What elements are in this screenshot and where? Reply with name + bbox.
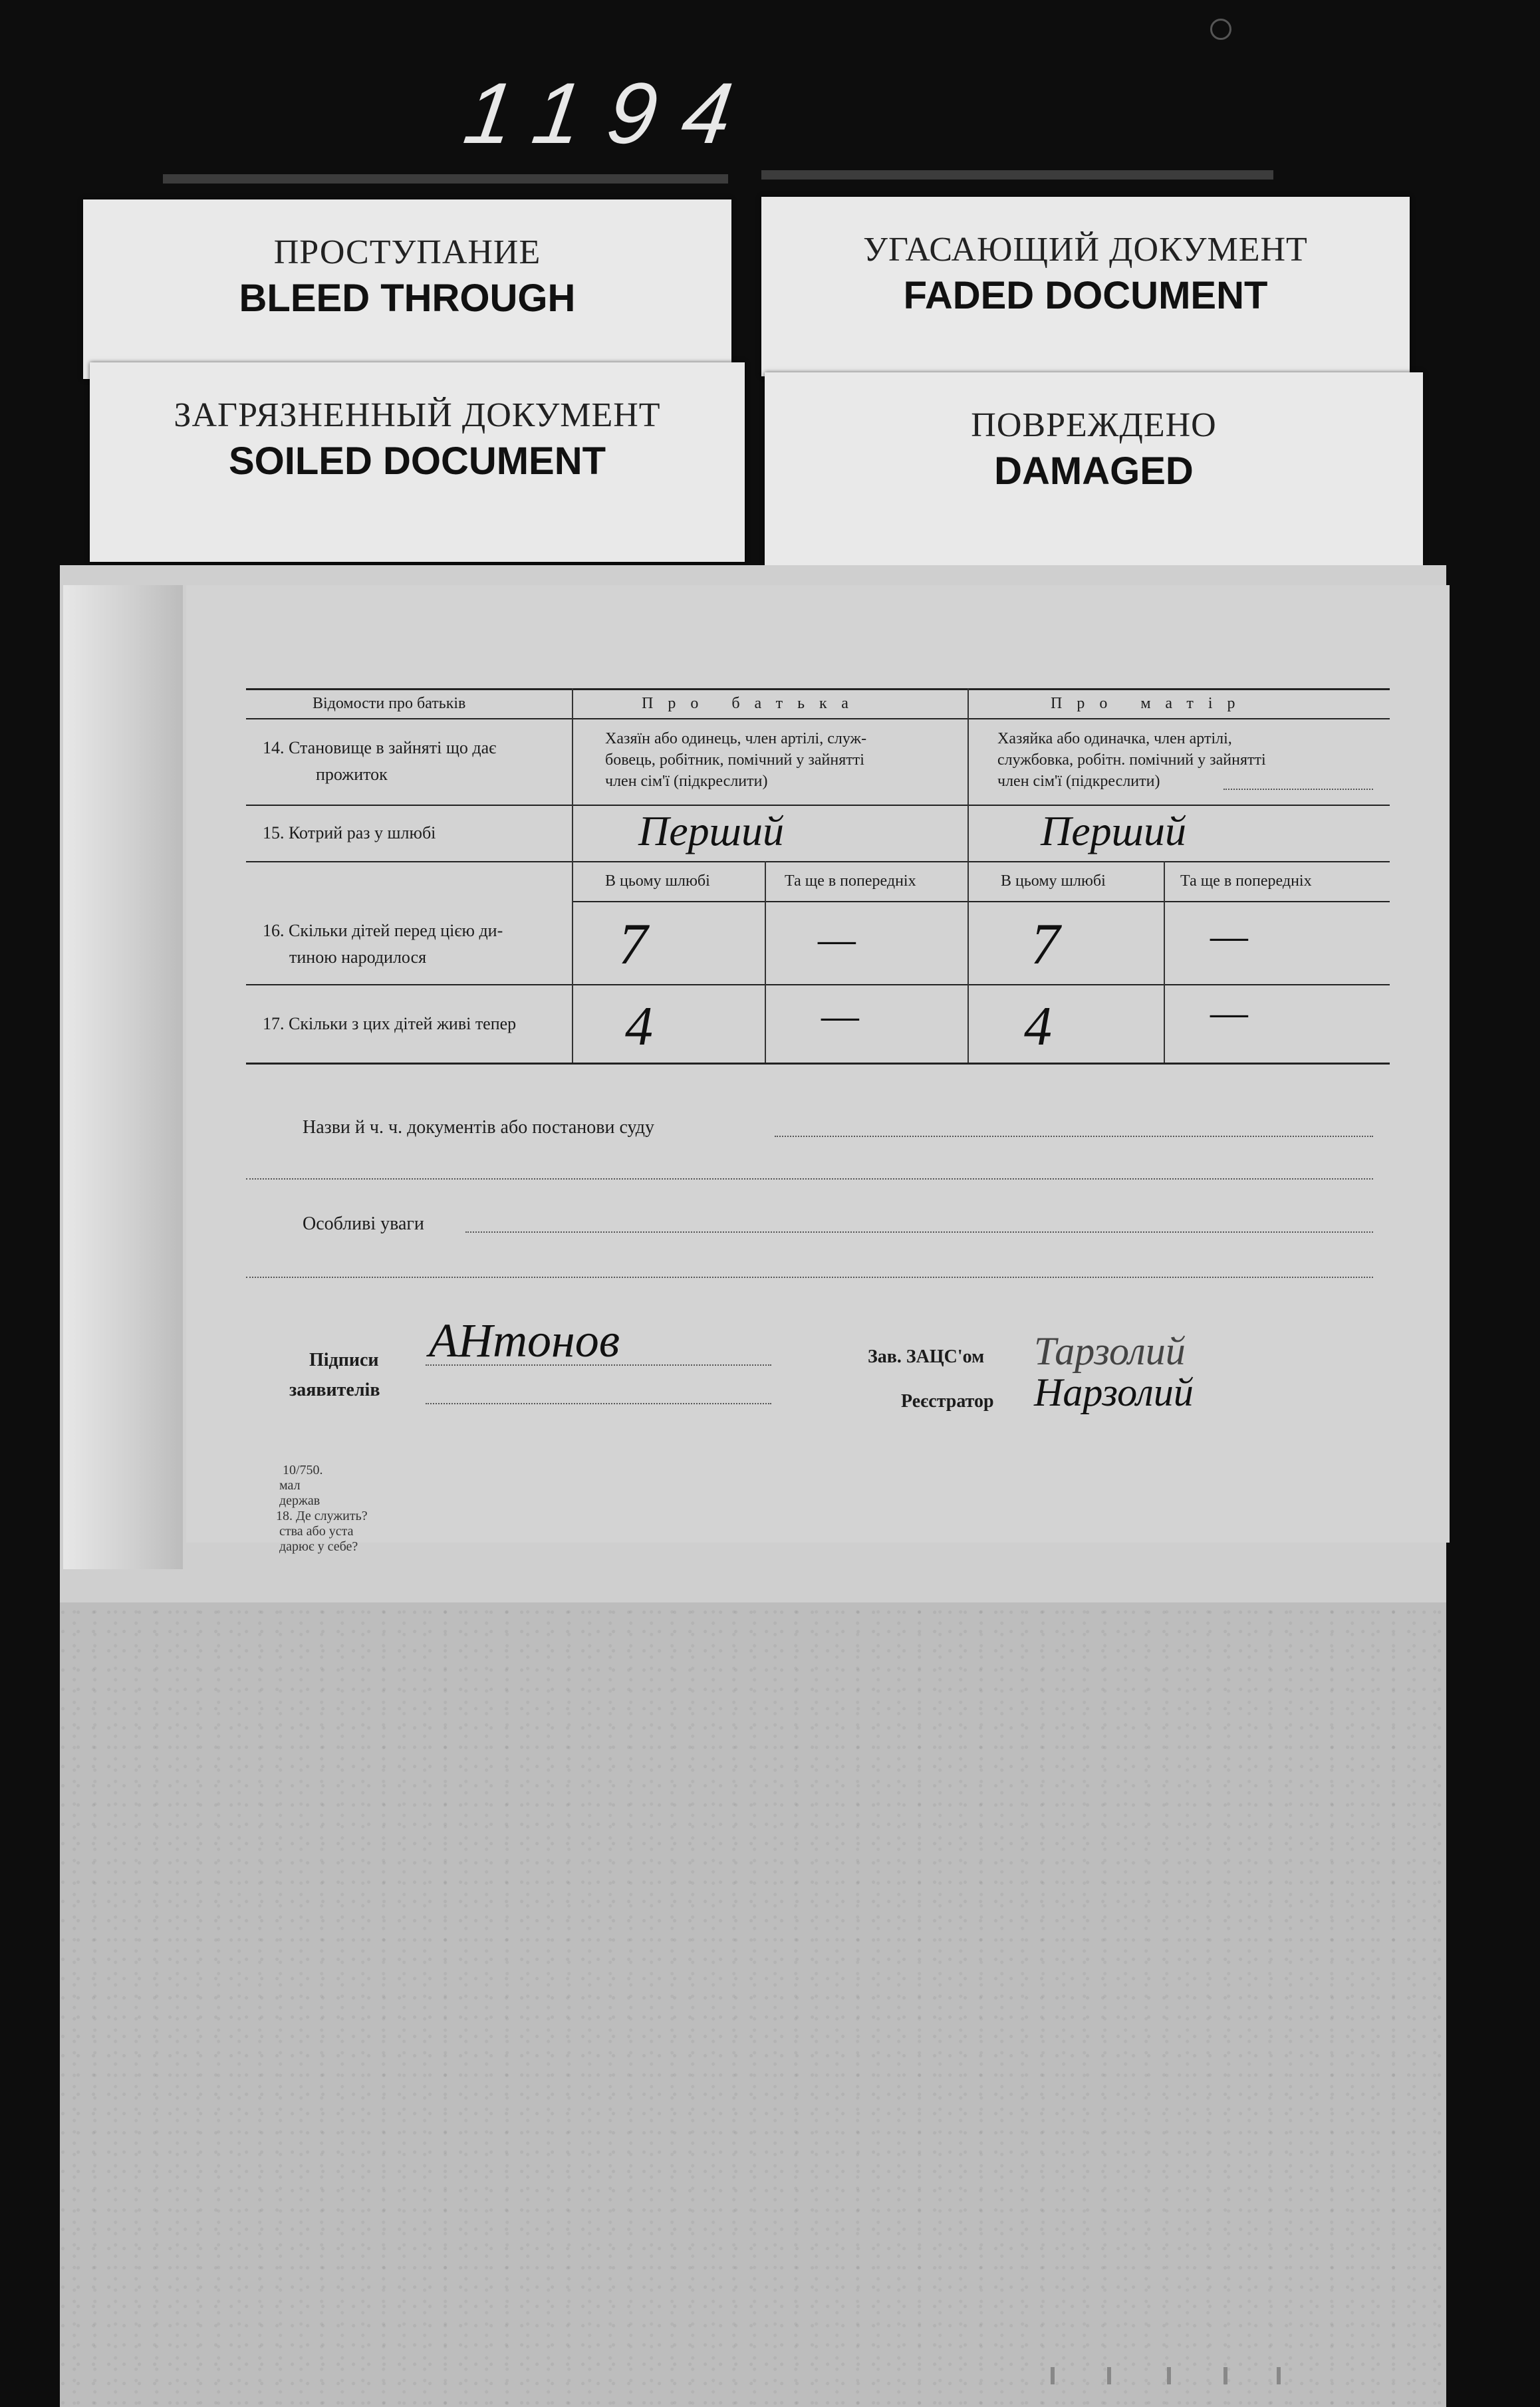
card-damaged-en: DAMAGED [994, 449, 1194, 493]
card-faded-document-ru: УГАСАЮЩИЙ ДОКУМЕНТ [863, 231, 1308, 269]
card-bleed-through-en: BLEED THROUGH [239, 277, 576, 320]
row15-father-value: Перший [638, 807, 784, 854]
signatures-label-2: заявителів [289, 1380, 380, 1400]
bleed-fragment-1: 10/750. [283, 1463, 323, 1477]
row16-label-2: тиною народилося [289, 948, 427, 967]
row16-mother-previous: — [1210, 912, 1248, 959]
registration-form [186, 585, 1450, 1554]
bleed-fragment-5: ства або уста [279, 1524, 354, 1539]
head-label: Зав. ЗАЦС'ом [868, 1346, 985, 1367]
torn-left-edge [63, 585, 183, 1569]
bleed-fragment-6: дарює у себе? [279, 1539, 358, 1554]
card-bleed-through [83, 199, 731, 379]
head-signature: Тарзолий [1034, 1329, 1186, 1373]
frame-marker-icon [1210, 19, 1231, 40]
row16-father-this: 7 [618, 912, 648, 977]
row14-label-1: 14. Становище в зайняті що дає [263, 738, 497, 757]
row15-mother-value: Перший [1041, 807, 1186, 854]
subheader-father-this: В цьому шлюбі [605, 872, 710, 890]
row16-mother-this: 7 [1031, 912, 1060, 977]
card-holder-bar-left [163, 174, 728, 184]
header-parents-info: Відомости про батьків [313, 695, 466, 712]
bleed-fragment-3: держав [279, 1493, 321, 1508]
row17-mother-this: 4 [1024, 995, 1052, 1057]
subheader-mother-this: В цьому шлюбі [1001, 872, 1106, 890]
frame-number: 1194 [458, 64, 765, 162]
row16-label-1: 16. Скільки дітей перед цією ди- [263, 921, 503, 940]
film-tick-4 [1223, 2367, 1227, 2384]
card-bleed-through-ru: ПРОСТУПАНИЕ [273, 233, 541, 271]
film-tick-5 [1277, 2367, 1281, 2384]
bleed-fragment-2: мал [279, 1478, 301, 1493]
header-father: Про батька [642, 695, 863, 712]
film-tick-1 [1051, 2367, 1055, 2384]
card-soiled-document [90, 362, 745, 562]
film-tick-2 [1107, 2367, 1111, 2384]
registrar-signature: Нарзолий [1034, 1370, 1194, 1414]
row17-father-this: 4 [625, 995, 653, 1057]
registrar-label: Реєстратор [901, 1391, 994, 1412]
remarks-label: Особливі уваги [303, 1213, 424, 1234]
header-mother: Про матір [1051, 695, 1250, 712]
subheader-father-previous: Та ще в попередніх [785, 872, 916, 890]
row14-mother-3: член сім'ї (підкреслити) [997, 773, 1160, 790]
card-faded-document [761, 197, 1410, 376]
row17-father-previous: — [821, 991, 859, 1039]
row17-mother-previous: — [1210, 988, 1248, 1035]
bleed-fragment-4: 18. Де служить? [276, 1509, 368, 1523]
row14-label-2: прожиток [316, 765, 388, 784]
card-holder-bar-right [761, 170, 1273, 180]
row14-mother-2: службовка, робітн. помічний у зайнятті [997, 751, 1266, 769]
row17-label: 17. Скільки з цих дітей живі тепер [263, 1014, 517, 1033]
row16-father-previous: — [818, 915, 856, 962]
row15-label: 15. Котрий раз у шлюбі [263, 823, 436, 842]
card-damaged [765, 372, 1423, 565]
card-damaged-ru: ПОВРЕЖДЕНО [971, 406, 1217, 444]
card-soiled-document-en: SOILED DOCUMENT [228, 440, 606, 483]
row14-father-1: Хазяїн або одинець, член артілі, служ- [605, 730, 867, 747]
film-tick-3 [1167, 2367, 1171, 2384]
documents-label: Назви й ч. ч. документів або постанови суду [303, 1117, 655, 1138]
card-faded-document-en: FADED DOCUMENT [903, 274, 1268, 317]
card-soiled-document-ru: ЗАГРЯЗНЕННЫЙ ДОКУМЕНТ [174, 396, 661, 434]
applicant-signature: АНтонов [429, 1314, 620, 1367]
row14-mother-1: Хазяйка або одиначка, член артілі, [997, 730, 1232, 747]
subheader-mother-previous: Та ще в попередніх [1180, 872, 1312, 890]
row14-father-3: член сім'ї (підкреслити) [605, 773, 768, 790]
signatures-label-1: Підписи [309, 1350, 379, 1370]
row14-father-2: бовець, робітник, помічний у зайнятті [605, 751, 864, 769]
